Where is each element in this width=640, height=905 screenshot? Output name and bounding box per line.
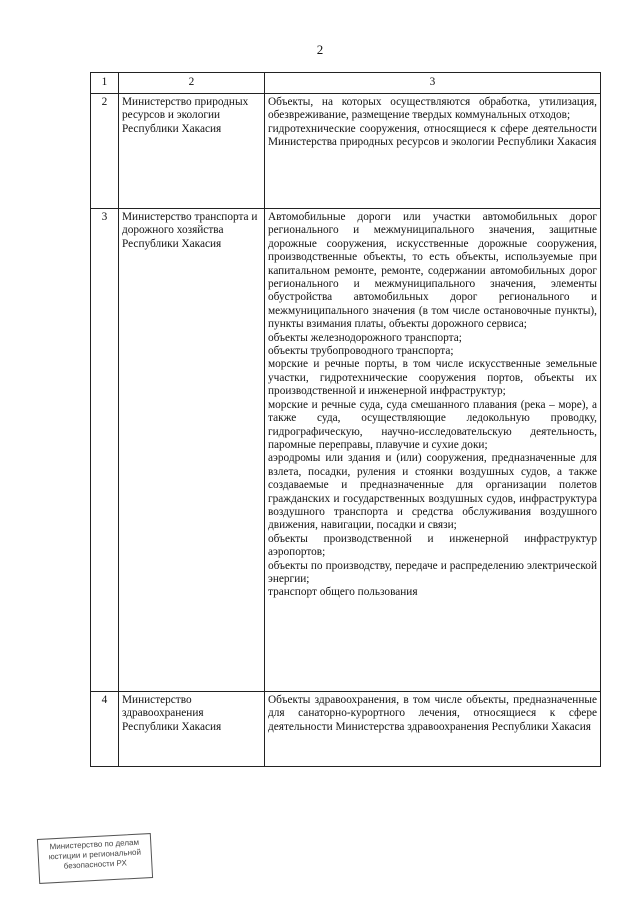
objects-item: аэродромы или здания и (или) сооружения, предназначенные для взлета, посадки, руления и стоянки воздушных судов, а также создаваемые и предназначенные для организации полетов гражданских и государственных воздушных судов, инфраструктура воздушного транспорта и средства обслуживания воздушного движения, навигации, посадки и связи; [268,452,597,532]
header-cell-number: 1 [91,73,119,94]
objects-description [265,692,601,767]
table-row [91,209,601,692]
header-cell-organization: 2 [119,73,265,94]
row-number: 2 [91,94,119,209]
objects-item: Объекты здравоохранения, в том числе объекты, предназначенные для санаторно-курортного лечения, относящиеся к сфере деятельности Министерства здравоохранения Республики Хакасия [268,694,597,733]
objects-item: объекты производственной и инженерной инфраструктур аэропортов; [268,532,597,559]
objects-item: морские и речные суда, суда смешанного плавания (река – море), а также суда, осуществляющие ледокольную проводку, гидрографическую, научно-исследовательскую деятельность, паромные переправы, плавучие и сухие доки; [268,398,597,451]
objects-description [265,94,601,209]
page-number: 2 [316,42,324,57]
stamp-line: Министерство по делам [49,837,140,852]
organization-name: Министерство транспорта и дорожного хозяйства Республики Хакасия [119,209,265,692]
organization-name: Министерство здравоохранения Республики Хакасия [119,692,265,767]
stamp-line: безопасности РХ [63,858,128,871]
objects-item: морские и речные порты, в том числе искусственные земельные участки, гидротехнические сооружения портов, объекты их производственной и инженерной инфраструктур; [268,358,597,398]
header-cell-objects: 3 [265,73,601,94]
organization-name: Министерство природных ресурсов и экологии Республики Хакасия [119,94,265,209]
objects-description [265,209,601,692]
objects-item: объекты по производству, передаче и распределению электрической энергии; [268,559,597,585]
objects-item: гидротехнические сооружения, относящиеся к сфере деятельности Министерства природных ресурсов и экологии Республики Хакасия [268,122,597,149]
registration-stamp [37,833,153,884]
table-row [91,94,601,209]
objects-item: объекты трубопроводного транспорта; [268,345,454,358]
stamp-line: юстиции и региональной [48,847,142,862]
table-row [91,692,601,767]
objects-item: транспорт общего пользования [268,586,418,599]
objects-item: Автомобильные дороги или участки автомобильных дорог регионального и межмуниципального значения, защитные дорожные сооружения, искусственные дорожные сооружения, производственные объекты, то есть объекты, используемые при капитальном ремонте, ремонте, содержании автомобильных дорог регионального и межмуниципального значения, элементы обустройства автомобильных дорог регионального и межмуниципального значения (в том числе остановочные пункты), пункты взимания платы, объекты дорожного сервиса; [268,211,597,331]
objects-item: объекты железнодорожного транспорта; [268,331,462,344]
row-number: 3 [91,209,119,692]
row-number: 4 [91,692,119,767]
table-header-row [91,73,601,94]
objects-table [90,72,601,767]
objects-item: Объекты, на которых осуществляются обработка, утилизация, обезвреживание, размещение твердых коммунальных отходов; [268,96,597,122]
